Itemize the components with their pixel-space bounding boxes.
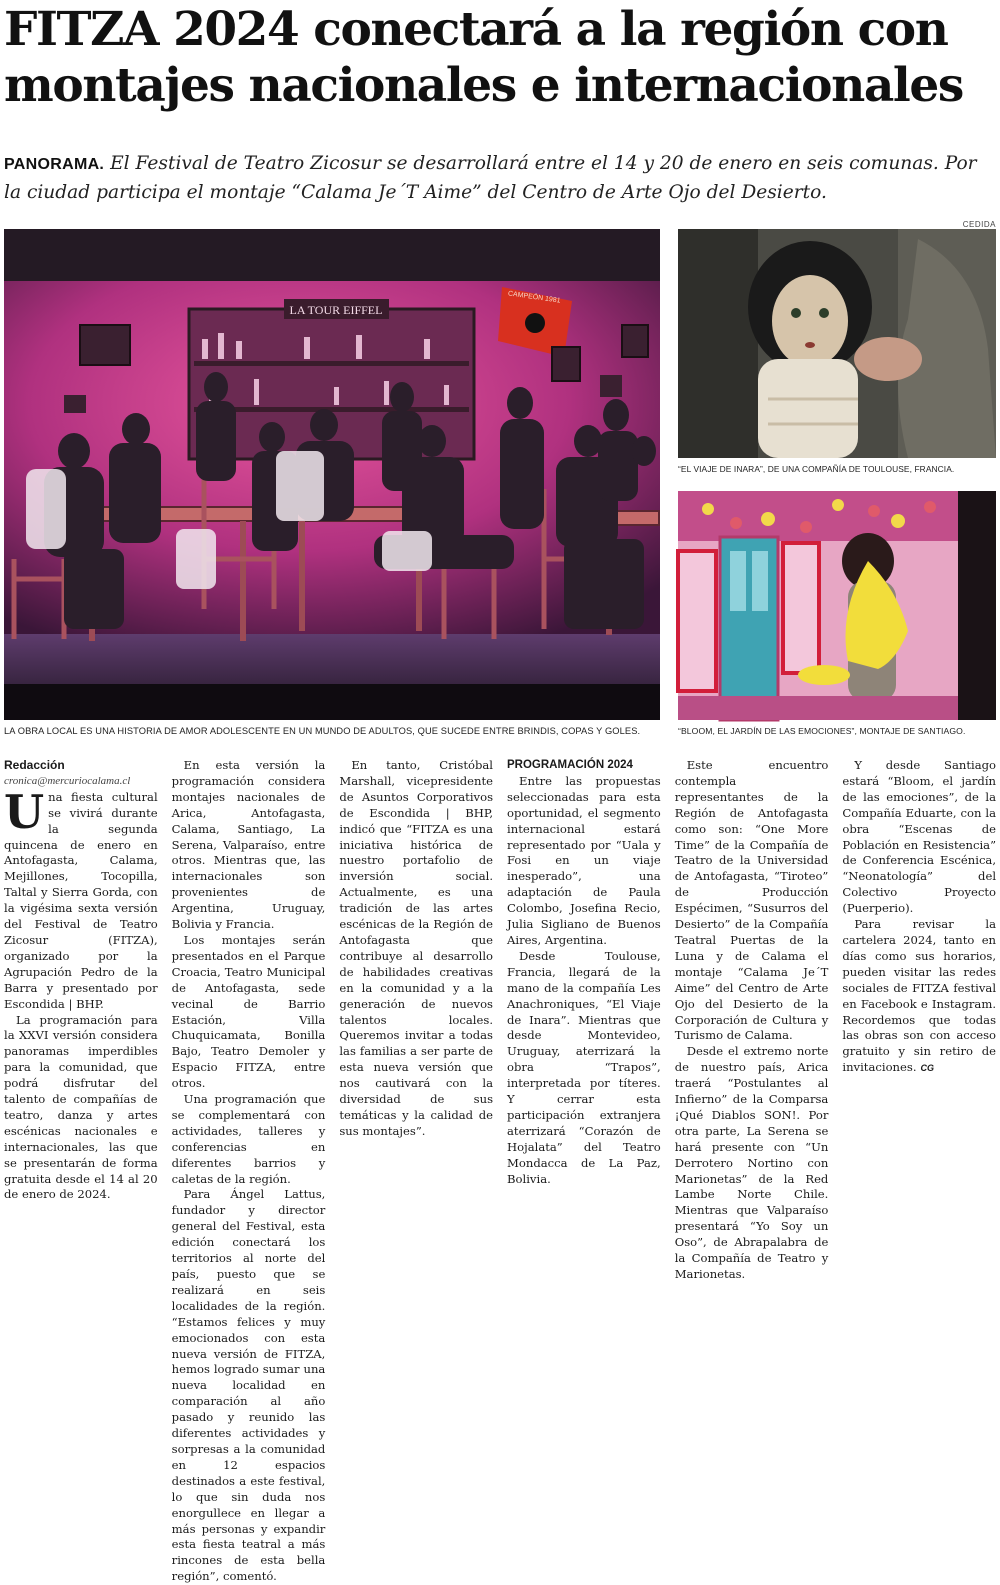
paragraph-7: En tanto, Cristóbal Marshall, vicepresidente de Asuntos Corporativos de Escondida | BHP, indicó que “FITZA es una iniciativa histórica de nuestro portafolio de inversión social. Actualmente, es una tradición de las artes escénicas de la Región de Antofagasta que contribuye al desarrollo de habilidades creativas en la comunidad y a la generación de nuevos talentos locales. Queremos invitar a todas las familias a ser parte de esta nueva versión que nos cautivará con la diversidad de sus temáticas y la calidad de sus montajes”.	[339, 758, 494, 1138]
paragraph-1	[4, 784, 158, 1013]
bloom-photo	[678, 491, 996, 720]
paragraph-4: Los montajes serán presentados en el Parque Croacia, Teatro Municipal de Antofagasta, sede vecinal de Barrio Estación, Villa Chuquicamata, Bonilla Bajo, Teatro Demoler y Espacio FITZA, entre otros.	[171, 932, 326, 1091]
article-body	[4, 758, 997, 1584]
bloom-illustration	[678, 491, 996, 720]
paragraph-12: Y desde Santiago estará “Bloom, el jardín de las emociones”, de la Compañía Eduarte, con la obra “Escenas de Población en Resistencia” de Conferencia Escénica, “Neonatología” del Colectivo Proyecto (Puerperio).	[842, 758, 997, 916]
section-subhead: PROGRAMACIÓN 2024	[507, 759, 633, 771]
author-sign: CG	[920, 1063, 935, 1074]
paragraph-6: Para Ángel Lattus, fundador y director general del Festival, esta edición conectará los territorios al norte del país, puesto que se realizará en seis localidades de la región. “Estamos felices y muy emocionados con esta nueva versión de FITZA, hemos logrado sumar una nueva localidad en comparación al año pasado y reunido las diferentes actividades y sorpresas a la comunidad en 12 espacios destinados a este festival, lo que sin duda nos enorgullece en llegar a más personas y expandir esta fiesta teatral a más rincones de esta bella región”, comentó.	[171, 1187, 326, 1584]
deck-text: El Festival de Teatro Zicosur se desarrollará entre el 14 y 20 de enero en seis comunas. Por la ciudad participa el montaje “Calama Je´T Aime” del Centro de Arte Ojo del Desierto.	[4, 153, 977, 203]
column-4	[507, 758, 661, 1186]
paragraph-8: Entre las propuestas seleccionadas para esta oportunidad, el segmento internacional estará representado por “Uala y Fosi en un viaje inesperado”, una adaptación de Paula Colombo, Josefina Recio, Julia Sigliano de Buenos Aires, Argentina.	[507, 773, 661, 947]
paragraph-13-text: Para revisar la cartelera 2024, tanto en días como sus horarios, pueden visitar las redes sociales de FITZA festival en Facebook e Instagram. Recordemos que todas las obras son con acceso gratuito y sin retiro de invitaciones.	[842, 917, 997, 1075]
byline-author: Redacción	[4, 758, 65, 772]
column-6	[842, 758, 996, 1148]
paragraph-1-text: na fiesta cultural se vivirá durante la segunda quincena de enero en Antofagasta, Calama, Mejillones, Tocopilla, Taltal y Sierra Gorda, con la vigésima sexta versión del Festival de Teatro Zicosur (FITZA), organizado por la Agrupación Pedro de la Barra y presentado por Escondida | BHP.	[4, 789, 158, 1011]
paragraph-5: Una programación que se complementará con actividades, talleres y conferencias en diferentes barrios y caletas de la región.	[171, 1092, 326, 1186]
column-5	[674, 758, 829, 1281]
main-stage-photo	[4, 229, 660, 720]
main-photo-caption: LA OBRA LOCAL ES UNA HISTORIA DE AMOR ADOLESCENTE EN UN MUNDO DE ADULTOS, QUE SUCEDE ENTRE BRINDIS, COPAS Y GOLES.	[4, 726, 641, 736]
paragraph-9: Desde Toulouse, Francia, llegará de la mano de la compañía Les Anachroniques, “El Viaje de Inara”. Mientras que desde Montevideo, Uruguay, aterrizará la obra “Trapos”, interpretada por títeres. Y cerrar esta participación extranjera aterrizará “Corazón de Hojalata” del Teatro Mondacca de La Paz, Bolivia.	[507, 948, 661, 1186]
byline-email: cronica@mercuriocalama.cl	[4, 774, 131, 787]
dropcap: U	[4, 784, 45, 839]
deck	[4, 150, 996, 207]
deck-kicker: PANORAMA.	[4, 156, 105, 173]
photo-credit: CEDIDA	[962, 220, 996, 229]
puppet-photo	[678, 229, 996, 458]
column-3	[339, 758, 493, 1148]
paragraph-13	[842, 917, 996, 1077]
flag-text: CAMPEÓN 1981	[507, 290, 561, 305]
paragraph-2: La programación para la XXVI versión considera panoramas imperdibles para la comunidad, que podrá disfrutar del talento de compañías de teatro, danza y artes escénicas nacionales e internacionales, las que se presentarán de forma gratuita desde el 14 al 20 de enero de 2024.	[4, 1012, 158, 1202]
bloom-photo-caption: “BLOOM, EL JARDÍN DE LAS EMOCIONES”, MONTAJE DE SANTIAGO.	[678, 726, 966, 736]
bar-sign-text: LA TOUR EIFFEL	[289, 303, 383, 317]
column-2	[171, 758, 326, 1584]
column-1	[4, 758, 158, 1202]
paragraph-3: En esta versión la programación considera montajes nacionales de Arica, Antofagasta, Calama, Santiago, La Serena, Valparaíso, entre otros. Mientras que, las internacionales son provenientes de Argentina, Uruguay, Bolivia y Francia.	[171, 758, 326, 932]
paragraph-11: Desde el extremo norte de nuestro país, Arica traerá “Postulantes al Infierno” de la Comparsa ¡Qué Diablos SON!. Por otra parte, La Serena se hará presente con “Un Derrotero Nortino con Marionetas” de la Red Lambe Norte Chile. Mientras que Valparaíso presentará “Yo Soy un Oso”, de Abrapalabra de la Compañía de Teatro y Marionetas.	[674, 1044, 829, 1281]
puppet-illustration	[678, 229, 996, 458]
puppet-photo-caption: “EL VIAJE DE INARA”, DE UNA COMPAÑÍA DE TOULOUSE, FRANCIA.	[678, 464, 955, 474]
stage-illustration	[4, 229, 660, 720]
headline: FITZA 2024 conectará a la región con montajes nacionales e internacionales	[4, 2, 963, 113]
paragraph-10: Este encuentro contempla representantes de la Región de Antofagasta como son: “One More Time” de la Compañía de Teatro de la Universidad de Antofagasta, “Tiroteo” de Producción Espécimen, “Susurros del Desierto” de la Compañía Teatral Puertas de la Luna y de Calama el montaje “Calama Je´T Aime” del Centro de Arte Ojo del Desierto de la Corporación de Cultura y Turismo de Calama.	[674, 758, 829, 1043]
